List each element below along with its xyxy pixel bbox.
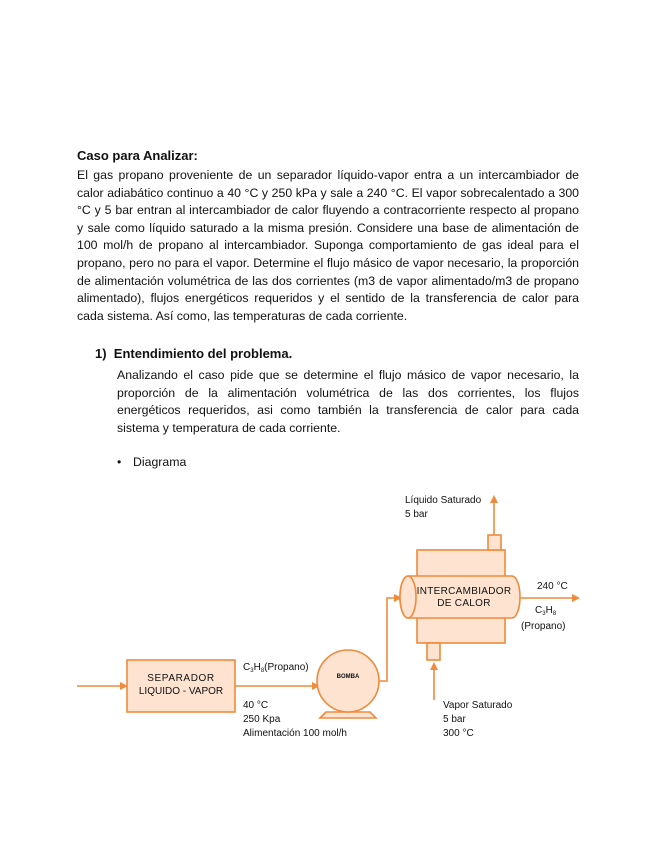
bottom-nozzle bbox=[427, 643, 440, 660]
vapor-in-pressure: 5 bar bbox=[443, 714, 466, 725]
exchanger-tube-end bbox=[400, 576, 416, 618]
top-nozzle bbox=[488, 535, 501, 550]
section-title-text: Entendimiento del problema. bbox=[113, 346, 293, 361]
liquid-out-pressure: 5 bar bbox=[405, 509, 428, 520]
exchanger-label-2: DE CALOR bbox=[437, 598, 491, 609]
bullet-label: Diagrama bbox=[133, 455, 187, 469]
section-number: 1) bbox=[95, 346, 107, 361]
propane-in-temp: 40 °C bbox=[243, 700, 269, 711]
propane-in-formula: $C_3H_8(Propano)$ bbox=[243, 662, 309, 674]
case-heading: Caso para Analizar: bbox=[77, 148, 198, 163]
vapor-in-name: Vapor Saturado bbox=[443, 700, 513, 711]
exchanger-label-1: INTERCAMBIADOR bbox=[416, 586, 512, 597]
propane-out-name: (Propano) bbox=[521, 621, 566, 632]
separator-label-2: LIQUIDO - VAPOR bbox=[138, 686, 224, 697]
liquid-out-name: Líquido Saturado bbox=[405, 495, 482, 506]
separator-label-1: SEPARADOR bbox=[147, 673, 215, 684]
case-paragraph: El gas propano proveniente de un separador líquido-vapor entra a un intercambiador de calor adiabático continuo a 40 °C y 250 kPa y sale a 240 °C. El vapor sobrecalentado a 300 °C y 5 bar entran al intercambiador de calor fluyendo a contracorriente respecto al propano y sale como líquido saturado a la misma presión. Considere una base de alimentación de 100 mol/h de propano al intercambiador. Suponga comportamiento de gas ideal para el propano, pero no para el vapor. Determine el flujo másico de vapor necesario, la proporción de alimentación volumétrica de las dos corrientes (m3 de vapor alimentado/m3 de propano alimentado), flujos energéticos requeridos y el sentido de la transferencia de calor para cada sistema. Así como, las temperaturas de cada corriente. bbox=[77, 168, 579, 323]
exchanger-tube bbox=[400, 576, 520, 618]
pump-to-exchanger-line bbox=[379, 598, 400, 681]
vapor-in-temp: 300 °C bbox=[443, 728, 474, 739]
propane-in-feed: Alimentación 100 mol/h bbox=[243, 728, 347, 739]
propane-out-temp: 240 °C bbox=[537, 581, 568, 592]
pump-body bbox=[317, 650, 379, 712]
pump-label: BOMBA bbox=[336, 674, 360, 680]
bullet-dot-icon: • bbox=[117, 455, 122, 469]
propane-out-formula: $C_3H_8$ bbox=[535, 605, 557, 617]
section-body: Analizando el caso pide que se determine el flujo másico de vapor necesario, la proporción de la alimentación volumétrica de las dos corrientes, los flujos energéticos requeridos, asi como también la transferencia de calor para cada sistema y temperatura de cada corriente. bbox=[117, 368, 579, 435]
pump-base bbox=[320, 712, 376, 718]
propane-in-pressure: 250 Kpa bbox=[243, 714, 281, 725]
